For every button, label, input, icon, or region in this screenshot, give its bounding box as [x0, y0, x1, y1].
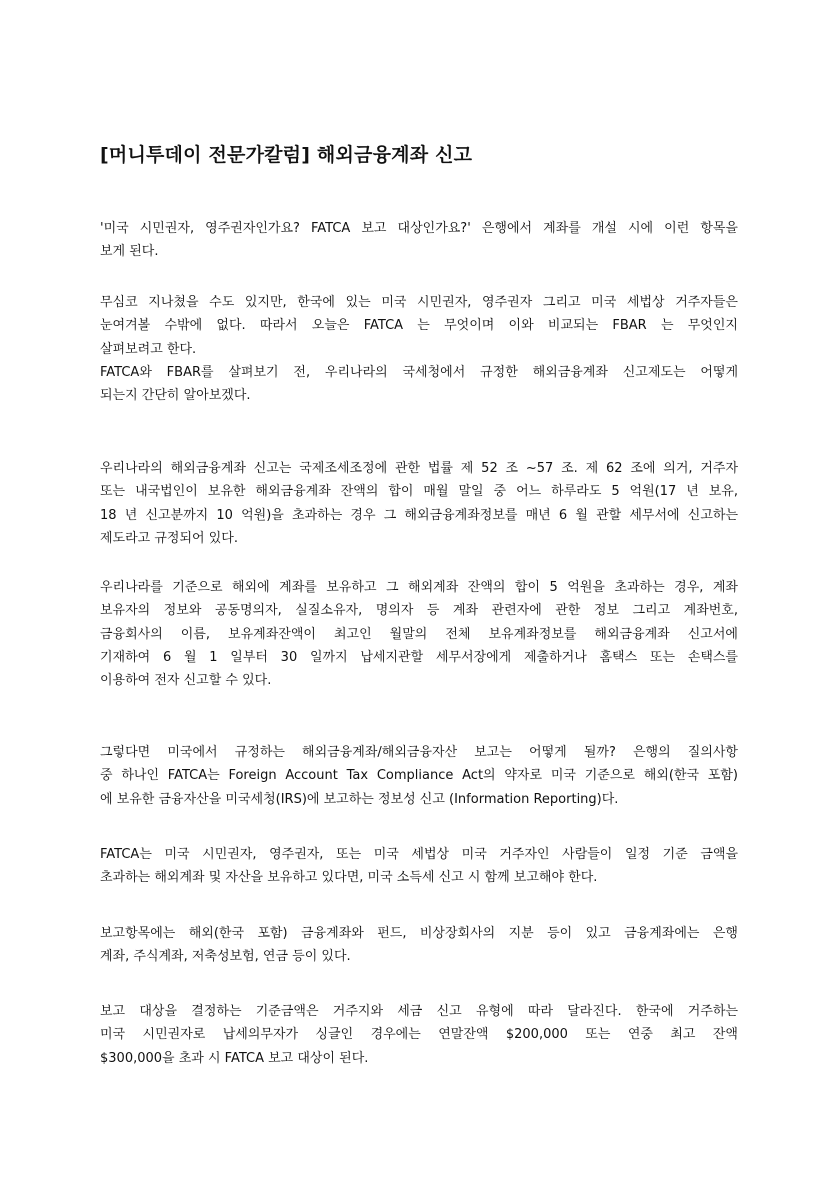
paragraph-line: 이용하여 전자 신고할 수 있다. [100, 673, 272, 689]
article-title: [머니투데이 전문가칼럼] 해외금융계좌 신고 [100, 144, 473, 166]
paragraph-line: 보게 된다. [100, 244, 159, 260]
paragraph-line: 보고 대상을 결정하는 기준금액은 거주지와 세금 신고 유형에 따라 달라진다. 한국에 거주하는 [100, 1004, 738, 1019]
paragraph-line: 보고항목에는 해외(한국 포함) 금융계좌와 펀드, 비상장회사의 지분 등이 있고 금융계좌에는 은행 [100, 926, 738, 941]
paragraph-line: 에 보유한 금융자산을 미국세청(IRS)에 보고하는 정보성 신고 (Information Reporting)다. [100, 791, 619, 807]
paragraph-line: $300,000을 초과 시 FATCA 보고 대상이 된다. [100, 1050, 369, 1066]
paragraph-line: 또는 내국법인이 보유한 해외금융계좌 잔액의 합이 매월 말일 중 어느 하루라도 5 억원(17 년 보유, [100, 484, 738, 500]
paragraph [100, 361, 738, 408]
paragraph-line: 우리나라를 기준으로 해외에 계좌를 보유하고 그 해외계좌 잔액의 합이 5 억원을 초과하는 경우, 계좌 [100, 580, 738, 595]
paragraph-line: FATCA와 FBAR를 살펴보기 전, 우리나라의 국세청에서 규정한 해외금융계좌 신고제도는 어떻게 [100, 365, 738, 380]
paragraph-line: FATCA는 미국 시민권자, 영주권자, 또는 미국 세법상 미국 거주자인 사람들이 일정 기준 금액을 [100, 847, 738, 862]
paragraph-line: 18 년 신고분까지 10 억원)을 초과하는 경우 그 해외금융계좌정보를 매년 6 월 관할 세무서에 신고하는 [100, 507, 738, 523]
paragraph-line: 눈여겨볼 수밖에 없다. 따라서 오늘은 FATCA 는 무엇이며 이와 비교되는 FBAR 는 무엇인지 [100, 318, 738, 334]
paragraph-line: 보유자의 정보와 공동명의자, 실질소유자, 명의자 등 계좌 관련자에 관한 정보 그리고 계좌번호, [100, 603, 738, 619]
paragraph-line: 우리나라의 해외금융계좌 신고는 국제조세조정에 관한 법률 제 52 조 ~57 조. 제 62 조에 의거, 거주자 [100, 461, 738, 476]
paragraph-line: 초과하는 해외계좌 및 자산을 보유하고 있다면, 미국 소득세 신고 시 함께 보고해야 한다. [100, 870, 598, 886]
paragraph-line: '미국 시민권자, 영주권자인가요? FATCA 보고 대상인가요?' 은행에서 계좌를 개설 시에 이런 항목을 [100, 221, 738, 236]
paragraph [100, 291, 738, 361]
paragraph-line: 되는지 간단히 알아보겠다. [100, 388, 251, 404]
paragraph-line: 제도라고 규정되어 있다. [100, 530, 238, 546]
paragraph-line: 무심코 지나쳤을 수도 있지만, 한국에 있는 미국 시민권자, 영주권자 그리고 미국 세법상 거주자들은 [100, 295, 738, 310]
paragraph [100, 217, 738, 264]
paragraph-line: 금융회사의 이름, 보유계좌잔액이 최고인 월말의 전체 보유계좌정보를 해외금융계좌 신고서에 [100, 626, 738, 642]
paragraph-line: 계좌, 주식계좌, 저축성보험, 연금 등이 있다. [100, 949, 351, 965]
paragraph [100, 741, 738, 811]
paragraph [100, 1000, 738, 1070]
paragraph-line: 살펴보려고 한다. [100, 341, 197, 357]
paragraph-line: 기재하여 6 월 1 일부터 30 일까지 납세지관할 세무서장에게 제출하거나 홈택스 또는 손택스를 [100, 649, 738, 665]
paragraph [100, 576, 738, 692]
paragraph [100, 843, 738, 890]
paragraph [100, 922, 738, 969]
paragraph-line: 미국 시민권자로 납세의무자가 싱글인 경우에는 연말잔액 $200,000 또는 연중 최고 잔액 [100, 1027, 738, 1043]
paragraph-line: 중 하나인 FATCA는 Foreign Account Tax Compliance Act의 약자로 미국 기준으로 해외(한국 포함) [100, 768, 738, 784]
paragraph-line: 그렇다면 미국에서 규정하는 해외금융계좌/해외금융자산 보고는 어떻게 될까? 은행의 질의사항 [100, 745, 738, 760]
paragraph [100, 457, 738, 550]
